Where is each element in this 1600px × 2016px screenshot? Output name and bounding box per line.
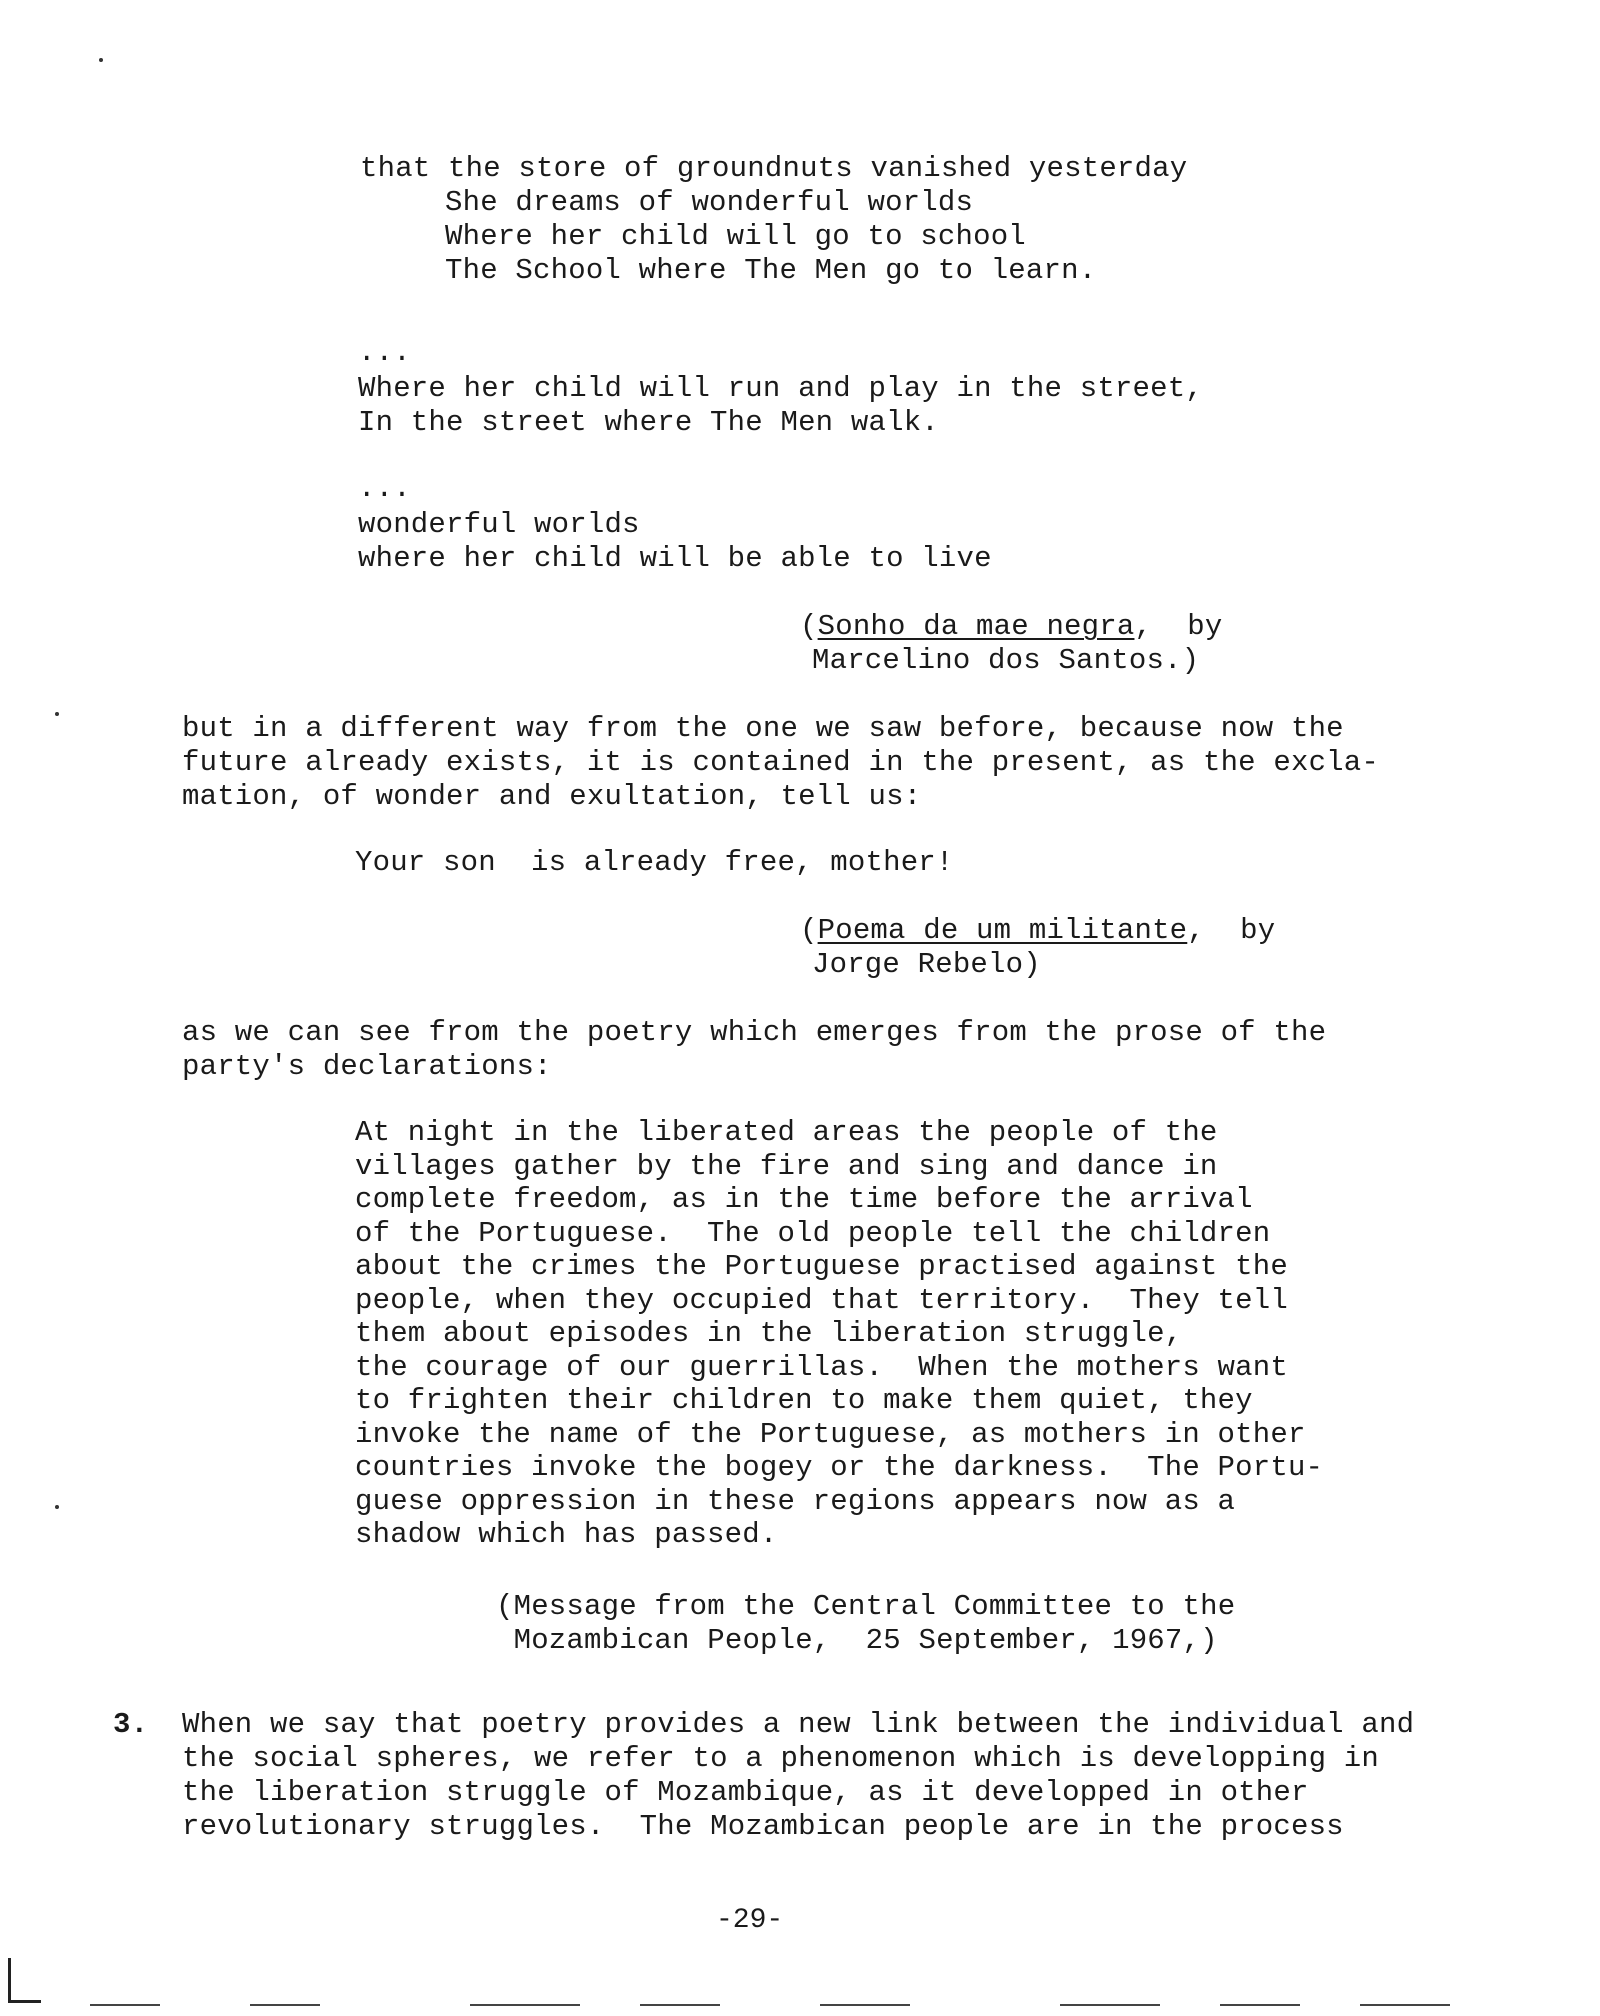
paragraph-line: as we can see from the poetry which emerges from the prose of the — [182, 1016, 1327, 1049]
poem-line: where her child will be able to live — [358, 542, 992, 575]
block-quote-line: guese oppression in these regions appears now as a — [355, 1485, 1236, 1518]
citation-after-title: , by — [1187, 914, 1276, 947]
scan-corner-mark — [8, 1958, 41, 2003]
section-line: When we say that poetry provides a new link between the individual and — [182, 1708, 1415, 1741]
block-quote-line: people, when they occupied that territory. They tell — [355, 1284, 1288, 1317]
block-quote-line: invoke the name of the Portuguese, as mothers in other — [355, 1418, 1306, 1451]
ellipsis: ... — [358, 336, 411, 369]
citation-title: Sonho da mae negra — [817, 610, 1135, 643]
paragraph-line: mation, of wonder and exultation, tell us: — [182, 780, 922, 813]
section-number: 3. — [113, 1708, 149, 1741]
block-quote-line: complete freedom, as in the time before the arrival — [355, 1183, 1253, 1216]
citation: Mozambican People, 25 September, 1967,) — [496, 1624, 1218, 1657]
paragraph-line: future already exists, it is contained in the present, as the excla- — [182, 746, 1379, 779]
scan-bottom-rule — [250, 2004, 320, 2006]
citation: (Message from the Central Committee to the — [496, 1590, 1236, 1623]
block-quote-line: them about episodes in the liberation struggle, — [355, 1317, 1183, 1350]
scan-speck — [55, 712, 59, 716]
citation-title: Poema de um militante — [817, 914, 1188, 947]
citation-author: Jorge Rebelo) — [812, 948, 1041, 981]
poem-line: wonderful worlds — [358, 508, 640, 541]
paragraph-line: but in a different way from the one we saw before, because now the — [182, 712, 1344, 745]
block-quote-line: the courage of our guerrillas. When the mothers want — [355, 1351, 1288, 1384]
block-quote-line: to frighten their children to make them quiet, they — [355, 1384, 1253, 1417]
citation — [800, 914, 1275, 948]
poem-line: The School where The Men go to learn. — [445, 254, 1097, 287]
quote: Your son is already free, mother! — [355, 846, 954, 879]
scan-bottom-rule — [820, 2004, 910, 2006]
scan-bottom-rule — [1060, 2004, 1160, 2006]
block-quote-line: villages gather by the fire and sing and dance in — [355, 1150, 1218, 1183]
scan-speck — [99, 58, 103, 62]
scan-bottom-rule — [470, 2004, 580, 2006]
citation-after-title: , by — [1134, 610, 1223, 643]
scan-bottom-rule — [1360, 2004, 1450, 2006]
block-quote-line: about the crimes the Portuguese practised against the — [355, 1250, 1288, 1283]
citation — [800, 610, 1222, 644]
block-quote-line: of the Portuguese. The old people tell the children — [355, 1217, 1271, 1250]
citation-open-paren: ( — [800, 610, 818, 643]
scan-speck — [55, 1505, 59, 1509]
citation-open-paren: ( — [800, 914, 818, 947]
block-quote-line: shadow which has passed. — [355, 1518, 778, 1551]
block-quote-line: countries invoke the bogey or the darkness. The Portu- — [355, 1451, 1324, 1484]
block-quote-line: At night in the liberated areas the people of the — [355, 1116, 1218, 1149]
section-line: revolutionary struggles. The Mozambican people are in the process — [182, 1810, 1344, 1843]
poem-line: that the store of groundnuts vanished yesterday — [360, 152, 1188, 185]
citation-author: Marcelino dos Santos.) — [812, 644, 1200, 677]
poem-line: She dreams of wonderful worlds — [445, 186, 974, 219]
scan-bottom-rule — [90, 2004, 160, 2006]
scan-bottom-rule — [1220, 2004, 1300, 2006]
ellipsis: ... — [358, 472, 411, 505]
poem-line: In the street where The Men walk. — [358, 406, 939, 439]
page-number: -29- — [716, 1905, 784, 1936]
poem-line: Where her child will go to school — [445, 220, 1026, 253]
section-line: the social spheres, we refer to a phenomenon which is developping in — [182, 1742, 1379, 1775]
paragraph-line: party's declarations: — [182, 1050, 552, 1083]
poem-line: Where her child will run and play in the street, — [358, 372, 1203, 405]
section-line: the liberation struggle of Mozambique, as it developped in other — [182, 1776, 1309, 1809]
scan-bottom-rule — [640, 2004, 720, 2006]
